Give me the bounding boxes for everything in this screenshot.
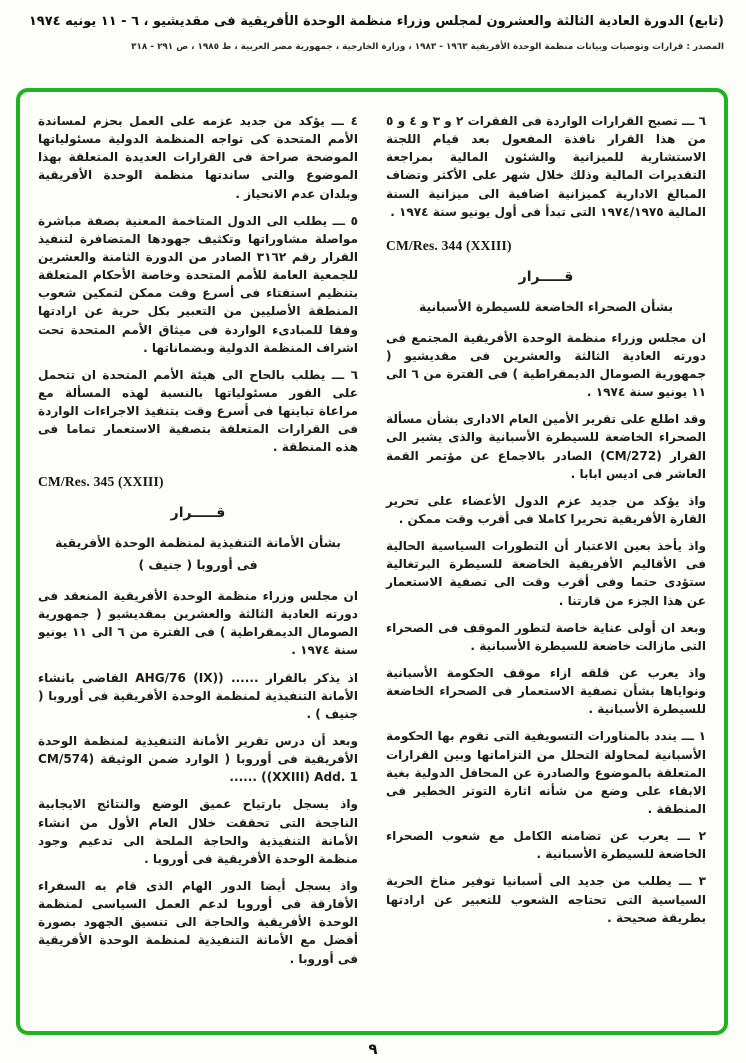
paragraph: واذ يأخذ بعين الاعتبار أن التطورات السياسية الحالية فى الأقاليم الأفريقية الخاضعة للسيطرة البرتغالية ستؤدى حتما وفى أقرب وقت الى تصفية الاستعمار عن هذا الجزء من قارتنا .: [386, 539, 706, 608]
paragraph: واذ يسجل أيضا الدور الهام الذى قام به السفراء الأفارقة فى أوروبا لدعم العمل السياسى لمنظمة الوحدة الأفريقية والحاجة الى تنسيق الجهود بصورة أفضل مع الأمانة التنفيذية لمنظمة الوحدة الأفريقية فى أوروبا .: [38, 878, 358, 966]
paragraph-clause-6b: ٦ ـــ يطلب بالحاح الى هيئة الأمم المتحدة ان تتحمل على الفور مسئولياتها بالنسبة لهذه المسألة مع مراعاة تباينها فى أسرع وقت بتنفيذ الاجراءات الواردة فى القرارات المتعلقة بتصفية الاستعمار تماما فى هذه المنطقة .: [38, 367, 358, 455]
column-right: [386, 112, 706, 1017]
resolution-heading: قـــــرار: [170, 504, 226, 521]
page-number: ٩: [368, 1040, 378, 1058]
source-citation: المصدر : قرارات وتوصيات وبيانات منظمة الوحدة الأفريقية ١٩٦٣ - ١٩٨٣ ، وزارة الخارجية ، جمهورية مصر العربية ، ط ١٩٨٥ ، ص ٢٩١ - ٣١٨: [131, 41, 724, 52]
resolution-number-344: CM/Res. 344 (XXIII): [386, 237, 512, 253]
paragraph-clause-5: ٥ ـــ يطلب الى الدول المتاخمة المعنية بصفة مباشرة مواصلة مشاوراتها وتكثيف جهودها المتضافرة لتنفيذ القرار رقم ٣١٦٢ الصادر من الدورة الثامنة والعشرين للجمعية العامة للأمم المتحدة وخاصة الأحكام المتعلقة بتنظيم استفتاء فى أسرع وقت ممكن لتمكين شعوب المنطقة الأصليين من التعبير بكل حرية عن ارادتها وفقا للمبادىء الواردة فى ميثاق الأمم المتحدة تحت اشراف المنظمة الدولية وبضماناتها .: [38, 213, 359, 355]
paragraph: وبعد ان أولى عناية خاصة لتطور الموقف فى الصحراء التى مازالت خاضعة للسيطرة الأسبانية .: [386, 620, 706, 653]
session-title: (تابع) الدورة العادية الثالثة والعشرون لمجلس وزراء منظمة الوحدة الأفريقية فى مقديشيو ، ٦ - ١١ يونيه ١٩٧٤: [28, 14, 724, 29]
page-header: [0, 0, 746, 53]
paragraph-clause-2: ٢ ـــ يعرب عن تضامنه الكامل مع شعوب الصحراء الخاضعة للسيطرة الأسبانية .: [386, 829, 706, 862]
paragraph: واذ يعرب عن قلقه ازاء موقف الحكومة الأسبانية ونواياها بشأن تصفية الاستعمار فى الصحراء الخاضعة للسيطرة الأسبانية .: [386, 665, 706, 717]
resolution-number-345: CM/Res. 345 (XXIII): [38, 473, 164, 489]
resolution-heading: قـــــرار: [518, 269, 574, 286]
paragraph: واذ يؤكد من جديد عزم الدول الأعضاء على تحرير القارة الأفريقية تحريرا كاملا فى أقرب وقت ممكن .: [386, 493, 706, 526]
two-column-layout: [38, 112, 706, 1017]
paragraph-preamble: ان مجلس وزراء منظمة الوحدة الأفريقية المجتمع فى دورته العادية الثالثة والعشرين فى مقديشيو ( جمهورية الصومال الديمقراطية ) فى الفترة من ٦ الى ١١ يونيو سنة ١٩٧٤ .: [386, 330, 706, 400]
resolution-subject: بشأن الصحراء الخاضعة للسيطرة الأسبانية: [418, 299, 674, 315]
paragraph-clause-6: ٦ ـــ تصبح القرارات الواردة فى الفقرات ٢ و ٣ و ٤ و ٥ من هذا القرار نافذة المفعول بعد قيام اللجنة الاستشارية للميزانية والشئون المالية بمراجعة التقديرات المالية وذلك خلال شهر على الأكثر وتضاف المبالغ الادارية كميزانية اضافية الى ميزانية السنة المالية ١٩٧٤/١٩٧٥ التى تبدأ فى أول يونيو سنة ١٩٧٤ .: [386, 114, 706, 219]
paragraph-clause-1: ١ ـــ يندد بالمناورات التسويفية التى تقوم بها الحكومة الأسبانية لمحاولة التحلل من التزاماتها وبين القرارات المتعلقة بالموضوع والصادرة عن المحافل الدولية بغية الابقاء على وضع من شأنه اثارة التوتر الخطير فى المنطقة .: [386, 729, 706, 816]
paragraph-preamble: ان مجلس وزراء منظمة الوحدة الأفريقية المنعقد فى دورته العادية الثالثة والعشرين بمقديشيو ( جمهورية الصومال الديمقراطية ) فى الفترة من ٦ الى ١١ يونيو سنة ١٩٧٤ .: [38, 589, 358, 658]
paragraph: وقد اطلع على تقرير الأمين العام الادارى بشأن مسألة الصحراء الخاضعة للسيطرة الأسبانية والذى يشير الى القرار (CM/272) الصادر بالاجماع عن مؤتمر القمة العاشر فى اديس ابابا .: [386, 412, 706, 481]
paragraph: وبعد أن درس تقرير الأمانة التنفيذية لمنظمة الوحدة الأفريقية فى أوروبا ( الوارد ضمن الوثيقة (CM/574 (XXIII) Add. 1) ......: [38, 733, 358, 785]
column-left: [38, 112, 358, 1017]
paragraph: واذ يسجل بارتياح عميق الوضع والنتائج الايجابية الناجحة التى تحققت خلال العام الأول من انشاء الأمانة التنفيذية والحاجة الملحة الى تدعيم وجود منظمة الوحدة الأفريقية فى أوروبا .: [38, 797, 358, 866]
paragraph-clause-3: ٣ ـــ يطلب من جديد الى أسبانيا توفير مناخ الحرية السياسية التى تحتاجه الشعوب للتعبير عن ارادتها بطريقة صحيحة .: [386, 874, 706, 925]
green-content-frame: [16, 88, 728, 1035]
paragraph: اذ يذكر بالقرار ...... (AHG/76 (IX) القاضى بانشاء الأمانة التنفيذية لمنظمة الوحدة الأفريقية فى أوروبا ( جنيف ) .: [38, 670, 358, 721]
resolution-subject-line2: فى أوروبا ( جنيف ): [138, 557, 258, 573]
paragraph-clause-4: ٤ ـــ يؤكد من جديد عزمه على العمل بحزم لمساندة الأمم المتحدة كى تواجه المنظمة الدولية مسئولياتها الموضحة صراحة فى القرارات العديدة المتعلقة بهذا الموضوع والتى ساندتها منظمة الوحدة الأفريقية وبلدان عدم الانحياز .: [38, 114, 358, 201]
resolution-subject: بشأن الأمانة التنفيذية لمنظمة الوحدة الأفريقية: [55, 534, 341, 550]
